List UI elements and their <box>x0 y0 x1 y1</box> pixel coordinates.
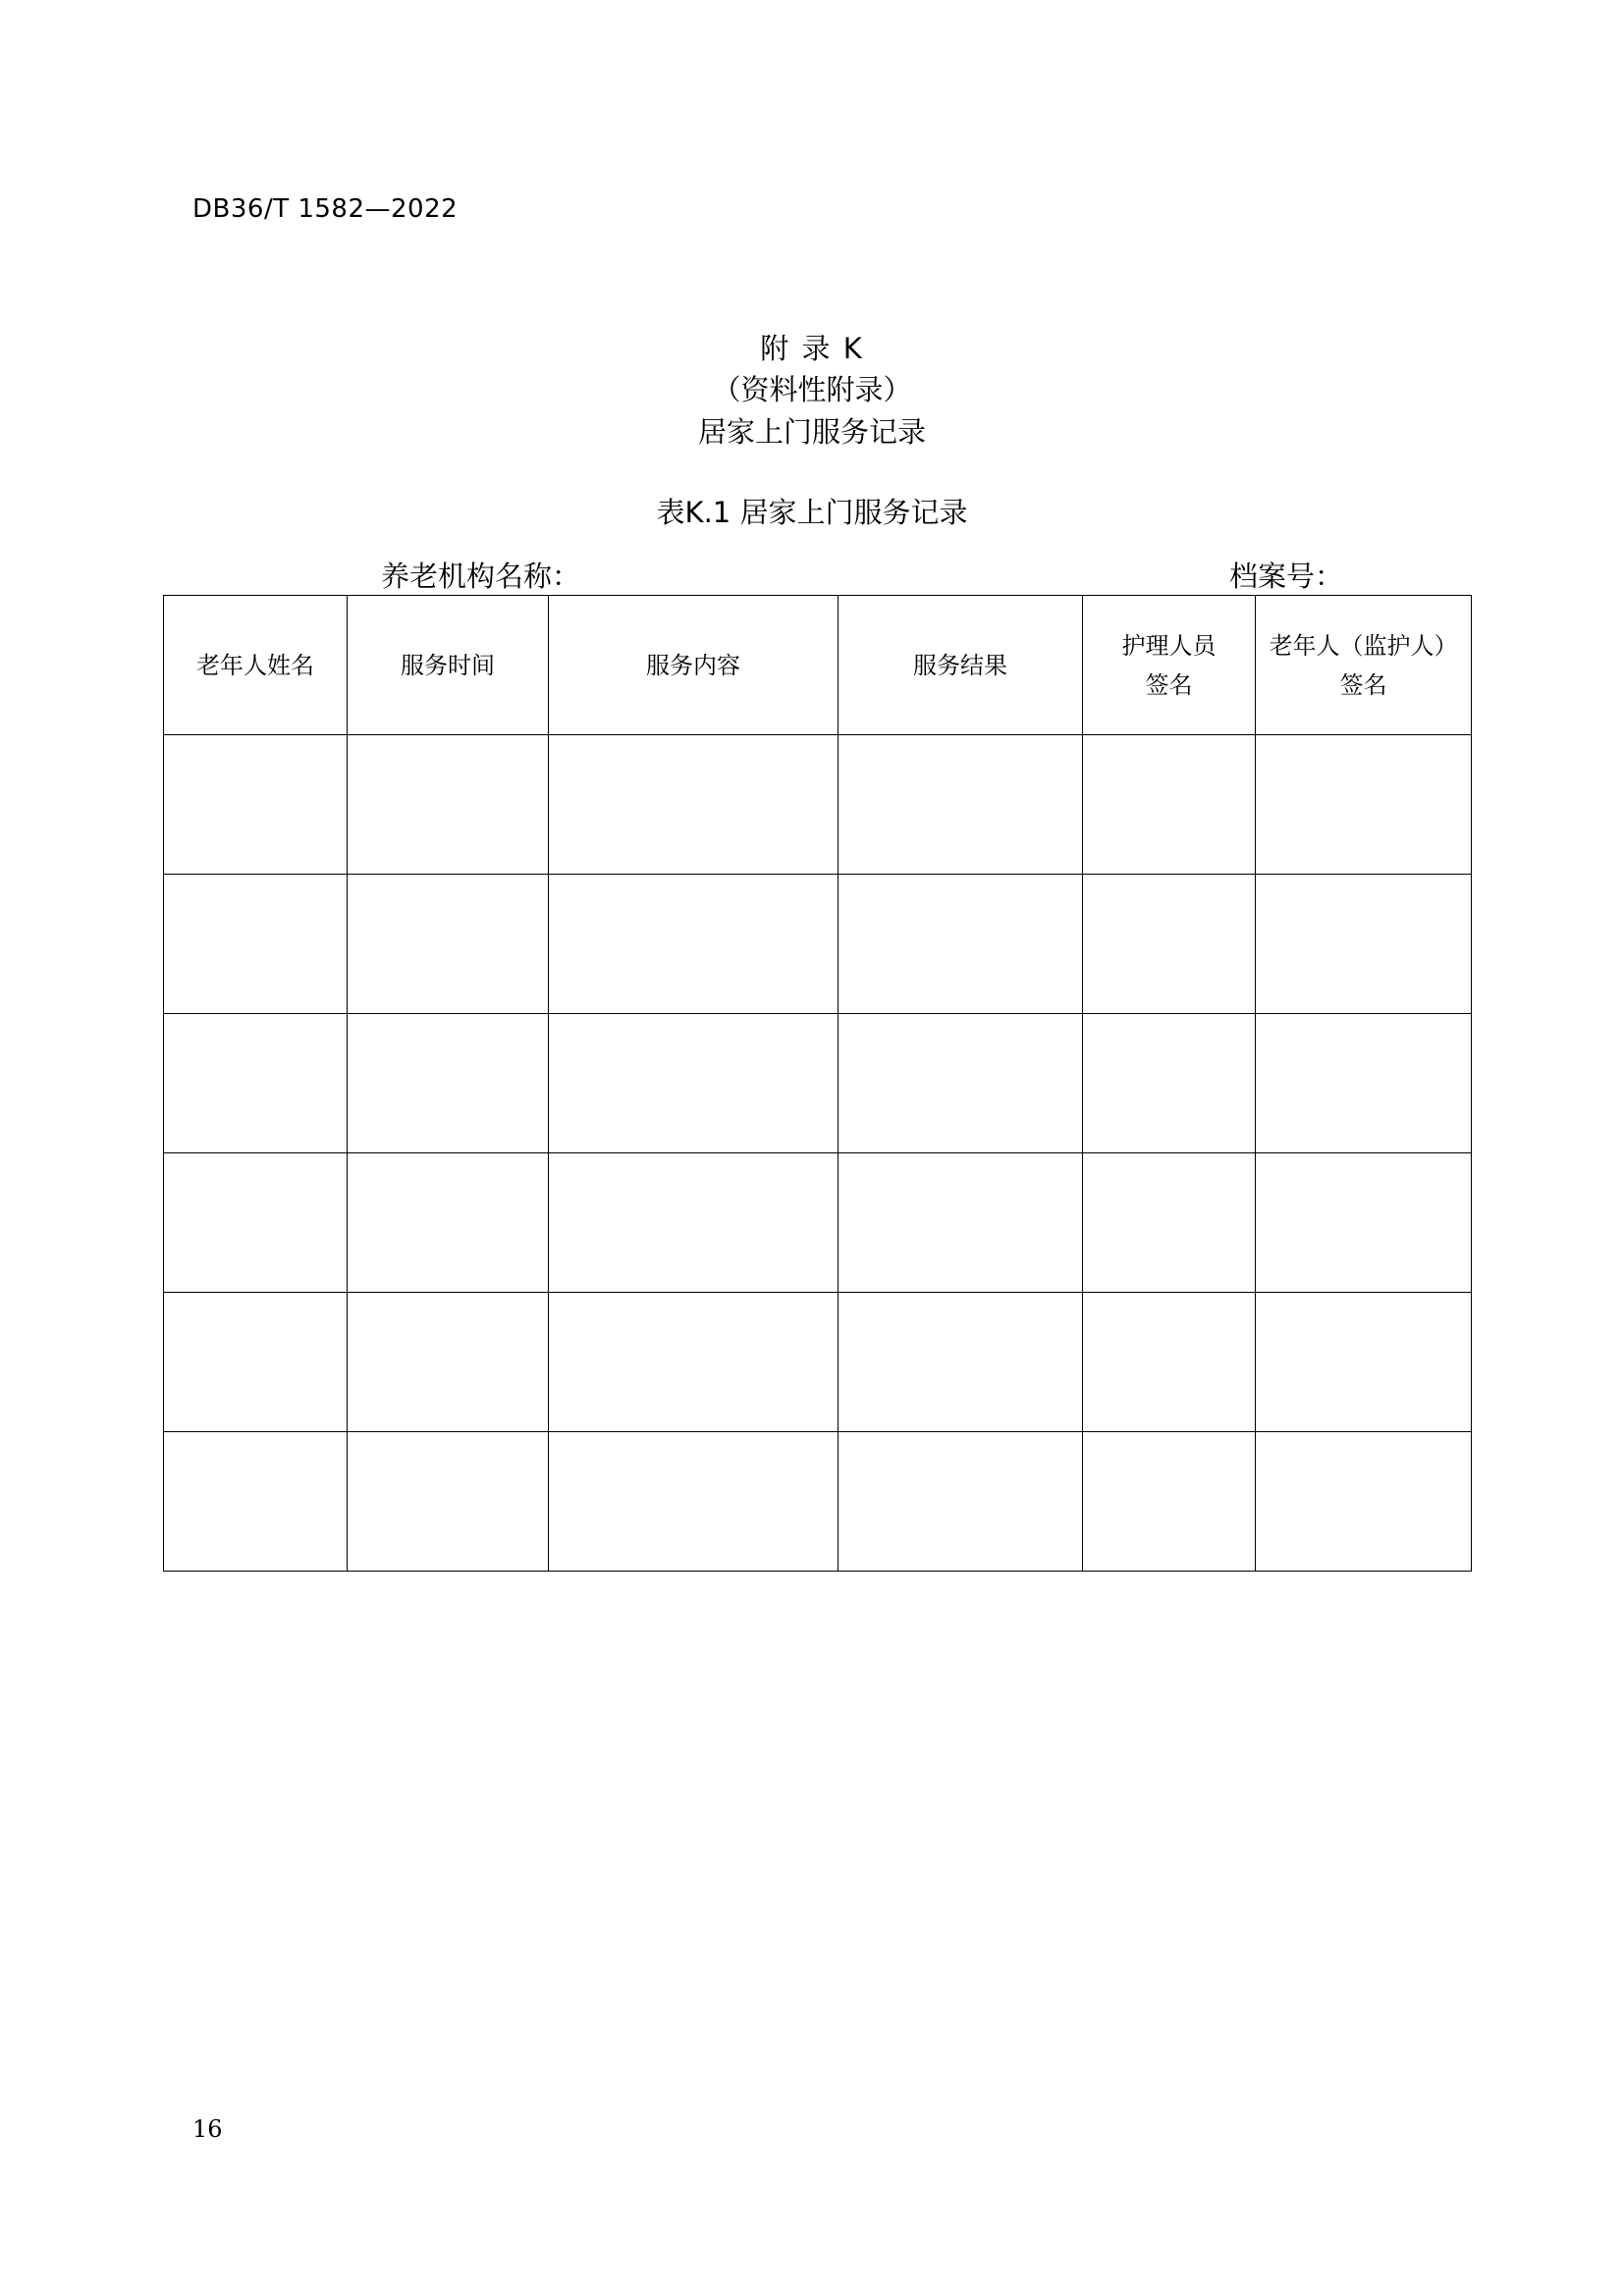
appendix-title: 居家上门服务记录 <box>697 415 926 449</box>
table-cell[interactable] <box>348 875 549 1014</box>
table-row <box>164 875 1472 1014</box>
table-cell[interactable] <box>348 1432 549 1572</box>
header-caregiver-signature-line2: 签名 <box>1145 670 1193 699</box>
table-cell[interactable] <box>164 1153 348 1293</box>
table-row <box>164 1153 1472 1293</box>
header-elder-guardian-signature-line2: 签名 <box>1339 670 1387 699</box>
table-cell[interactable] <box>1256 735 1472 875</box>
header-service-time-line1: 服务时间 <box>401 651 495 679</box>
header-elder-name <box>164 596 348 735</box>
table-cell[interactable] <box>1256 1432 1472 1572</box>
table-cell[interactable] <box>839 735 1083 875</box>
header-caregiver-signature-line1: 护理人员 <box>1121 631 1217 660</box>
table-cell[interactable] <box>549 1014 839 1153</box>
header-service-content <box>549 596 839 735</box>
header-elder-guardian-signature-line1: 老年人（监护人） <box>1269 631 1458 660</box>
table-cell[interactable] <box>549 1153 839 1293</box>
appendix-type: （资料性附录） <box>712 373 912 406</box>
table-cell[interactable] <box>1083 1014 1256 1153</box>
table-cell[interactable] <box>164 735 348 875</box>
table-cell[interactable] <box>1083 1432 1256 1572</box>
table-cell[interactable] <box>164 1432 348 1572</box>
table-cell[interactable] <box>839 875 1083 1014</box>
table-cell[interactable] <box>839 1014 1083 1153</box>
table-cell[interactable] <box>348 1153 549 1293</box>
table-cell[interactable] <box>549 875 839 1014</box>
table-cell[interactable] <box>1083 1153 1256 1293</box>
table-cell[interactable] <box>348 735 549 875</box>
table-cell[interactable] <box>549 1432 839 1572</box>
org-name-label: 养老机构名称： <box>381 560 581 593</box>
service-record-table <box>163 595 1472 1572</box>
table-cell[interactable] <box>549 1293 839 1432</box>
header-service-result-line1: 服务结果 <box>913 651 1007 679</box>
table-cell[interactable] <box>1256 1293 1472 1432</box>
table-row <box>164 1293 1472 1432</box>
file-number-label: 档案号： <box>1229 560 1344 593</box>
table-cell[interactable] <box>1083 1293 1256 1432</box>
table-cell[interactable] <box>839 1293 1083 1432</box>
table-cell[interactable] <box>164 875 348 1014</box>
page-number: 16 <box>192 2115 223 2143</box>
standard-code: DB36/T 1582—2022 <box>192 194 459 224</box>
header-service-content-line1: 服务内容 <box>646 651 740 679</box>
header-elder-name-line1: 老年人姓名 <box>196 651 314 679</box>
table-cell[interactable] <box>1256 875 1472 1014</box>
table-cell[interactable] <box>164 1293 348 1432</box>
table-row <box>164 735 1472 875</box>
header-service-result <box>839 596 1083 735</box>
table-cell[interactable] <box>1083 875 1256 1014</box>
header-elder-guardian-signature <box>1256 596 1472 735</box>
table-cell[interactable] <box>549 735 839 875</box>
table-cell[interactable] <box>348 1293 549 1432</box>
table-cell[interactable] <box>1083 735 1256 875</box>
table-row <box>164 1432 1472 1572</box>
table-cell[interactable] <box>348 1014 549 1153</box>
table-cell[interactable] <box>839 1432 1083 1572</box>
table-header-row <box>164 596 1472 735</box>
table-row <box>164 1014 1472 1153</box>
table-cell[interactable] <box>1256 1014 1472 1153</box>
table-cell[interactable] <box>164 1014 348 1153</box>
table-cell[interactable] <box>1256 1153 1472 1293</box>
table-body <box>164 735 1472 1572</box>
appendix-label: 附 录 K <box>760 332 864 365</box>
table-cell[interactable] <box>839 1153 1083 1293</box>
header-service-time <box>348 596 549 735</box>
table-caption: 表K.1 居家上门服务记录 <box>656 496 968 529</box>
header-caregiver-signature <box>1083 596 1256 735</box>
